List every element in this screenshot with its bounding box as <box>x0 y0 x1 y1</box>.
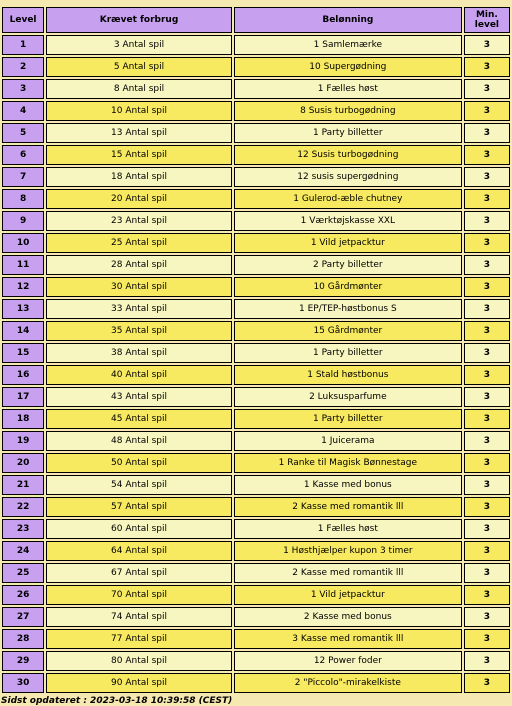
level-cell: 13 <box>2 299 44 319</box>
level-cell: 20 <box>2 453 44 473</box>
required-cell: 43 Antal spil <box>46 387 232 407</box>
required-cell: 77 Antal spil <box>46 629 232 649</box>
table-row <box>2 255 510 275</box>
header-level: Level <box>2 7 44 33</box>
reward-cell: 1 Party billetter <box>234 409 462 429</box>
level-cell: 5 <box>2 123 44 143</box>
reward-cell: 1 Ranke til Magisk Bønnestage <box>234 453 462 473</box>
table-row <box>2 563 510 583</box>
min-level-cell: 3 <box>464 651 510 671</box>
required-cell: 3 Antal spil <box>46 35 232 55</box>
required-cell: 8 Antal spil <box>46 79 232 99</box>
min-level-cell: 3 <box>464 299 510 319</box>
table-row <box>2 57 510 77</box>
reward-cell: 2 Kasse med bonus <box>234 607 462 627</box>
level-cell: 4 <box>2 101 44 121</box>
min-level-cell: 3 <box>464 453 510 473</box>
level-cell: 29 <box>2 651 44 671</box>
required-cell: 54 Antal spil <box>46 475 232 495</box>
min-level-cell: 3 <box>464 365 510 385</box>
reward-cell: 1 Juicerama <box>234 431 462 451</box>
table-row <box>2 607 510 627</box>
min-level-cell: 3 <box>464 233 510 253</box>
reward-cell: 15 Gårdmønter <box>234 321 462 341</box>
required-cell: 74 Antal spil <box>46 607 232 627</box>
table-row <box>2 673 510 693</box>
level-cell: 27 <box>2 607 44 627</box>
min-level-cell: 3 <box>464 101 510 121</box>
min-level-cell: 3 <box>464 387 510 407</box>
reward-cell: 2 "Piccolo"-mirakelkiste <box>234 673 462 693</box>
table-row <box>2 233 510 253</box>
min-level-cell: 3 <box>464 321 510 341</box>
table-row <box>2 519 510 539</box>
reward-cell: 3 Kasse med romantik lll <box>234 629 462 649</box>
reward-cell: 1 Fælles høst <box>234 519 462 539</box>
table-row <box>2 167 510 187</box>
reward-cell: 1 Fælles høst <box>234 79 462 99</box>
required-cell: 67 Antal spil <box>46 563 232 583</box>
reward-cell: 2 Luksusparfume <box>234 387 462 407</box>
required-cell: 28 Antal spil <box>46 255 232 275</box>
required-cell: 38 Antal spil <box>46 343 232 363</box>
min-level-cell: 3 <box>464 79 510 99</box>
required-cell: 90 Antal spil <box>46 673 232 693</box>
required-cell: 48 Antal spil <box>46 431 232 451</box>
required-cell: 13 Antal spil <box>46 123 232 143</box>
min-level-cell: 3 <box>464 35 510 55</box>
level-cell: 14 <box>2 321 44 341</box>
last-updated: Sidst opdateret : 2023-03-18 10:39:58 (CEST) <box>1 696 233 706</box>
level-cell: 1 <box>2 35 44 55</box>
level-cell: 23 <box>2 519 44 539</box>
min-level-cell: 3 <box>464 673 510 693</box>
min-level-cell: 3 <box>464 145 510 165</box>
level-cell: 26 <box>2 585 44 605</box>
table-row <box>2 387 510 407</box>
table-row <box>2 321 510 341</box>
required-cell: 35 Antal spil <box>46 321 232 341</box>
required-cell: 40 Antal spil <box>46 365 232 385</box>
min-level-cell: 3 <box>464 189 510 209</box>
header-required: Krævet forbrug <box>46 7 232 33</box>
level-cell: 12 <box>2 277 44 297</box>
required-cell: 60 Antal spil <box>46 519 232 539</box>
min-level-cell: 3 <box>464 211 510 231</box>
min-level-cell: 3 <box>464 563 510 583</box>
table-row <box>2 541 510 561</box>
reward-cell: 1 Samlemærke <box>234 35 462 55</box>
level-cell: 17 <box>2 387 44 407</box>
min-level-cell: 3 <box>464 497 510 517</box>
table-row <box>2 497 510 517</box>
level-cell: 6 <box>2 145 44 165</box>
table-row <box>2 629 510 649</box>
reward-cell: 2 Kasse med romantik lll <box>234 497 462 517</box>
required-cell: 64 Antal spil <box>46 541 232 561</box>
reward-cell: 12 Susis turbogødning <box>234 145 462 165</box>
table-row <box>2 453 510 473</box>
reward-cell: 8 Susis turbogødning <box>234 101 462 121</box>
reward-cell: 1 Vild jetpacktur <box>234 233 462 253</box>
reward-cell: 12 Power foder <box>234 651 462 671</box>
min-level-cell: 3 <box>464 57 510 77</box>
required-cell: 70 Antal spil <box>46 585 232 605</box>
reward-cell: 1 Stald høstbonus <box>234 365 462 385</box>
table-row <box>2 189 510 209</box>
level-cell: 16 <box>2 365 44 385</box>
table-row <box>2 409 510 429</box>
required-cell: 20 Antal spil <box>46 189 232 209</box>
table-row <box>2 101 510 121</box>
level-cell: 24 <box>2 541 44 561</box>
reward-cell: 2 Kasse med romantik lll <box>234 563 462 583</box>
required-cell: 18 Antal spil <box>46 167 232 187</box>
level-cell: 3 <box>2 79 44 99</box>
reward-cell: 1 Værktøjskasse XXL <box>234 211 462 231</box>
table-row <box>2 211 510 231</box>
min-level-cell: 3 <box>464 541 510 561</box>
level-cell: 2 <box>2 57 44 77</box>
level-cell: 19 <box>2 431 44 451</box>
required-cell: 50 Antal spil <box>46 453 232 473</box>
reward-cell: 2 Party billetter <box>234 255 462 275</box>
required-cell: 80 Antal spil <box>46 651 232 671</box>
reward-cell: 1 Gulerod-æble chutney <box>234 189 462 209</box>
reward-cell: 10 Gårdmønter <box>234 277 462 297</box>
min-level-cell: 3 <box>464 519 510 539</box>
table-row <box>2 299 510 319</box>
table-row <box>2 475 510 495</box>
reward-cell: 1 Party billetter <box>234 123 462 143</box>
rewards-table <box>0 5 512 695</box>
table-row <box>2 123 510 143</box>
min-level-cell: 3 <box>464 431 510 451</box>
level-cell: 28 <box>2 629 44 649</box>
min-level-cell: 3 <box>464 585 510 605</box>
required-cell: 15 Antal spil <box>46 145 232 165</box>
required-cell: 33 Antal spil <box>46 299 232 319</box>
required-cell: 5 Antal spil <box>46 57 232 77</box>
required-cell: 25 Antal spil <box>46 233 232 253</box>
level-cell: 21 <box>2 475 44 495</box>
table-row <box>2 145 510 165</box>
level-cell: 25 <box>2 563 44 583</box>
reward-cell: 1 Party billetter <box>234 343 462 363</box>
min-level-cell: 3 <box>464 475 510 495</box>
table-row <box>2 365 510 385</box>
table-row <box>2 651 510 671</box>
required-cell: 30 Antal spil <box>46 277 232 297</box>
table-row <box>2 277 510 297</box>
header-reward: Belønning <box>234 7 462 33</box>
min-level-cell: 3 <box>464 409 510 429</box>
level-cell: 22 <box>2 497 44 517</box>
min-level-cell: 3 <box>464 629 510 649</box>
level-cell: 10 <box>2 233 44 253</box>
level-cell: 15 <box>2 343 44 363</box>
required-cell: 45 Antal spil <box>46 409 232 429</box>
reward-cell: 12 susis supergødning <box>234 167 462 187</box>
header-row <box>2 7 510 33</box>
reward-cell: 1 Høsthjælper kupon 3 timer <box>234 541 462 561</box>
reward-cell: 1 Vild jetpacktur <box>234 585 462 605</box>
table-row <box>2 431 510 451</box>
min-level-cell: 3 <box>464 167 510 187</box>
level-cell: 11 <box>2 255 44 275</box>
min-level-cell: 3 <box>464 123 510 143</box>
required-cell: 57 Antal spil <box>46 497 232 517</box>
level-cell: 9 <box>2 211 44 231</box>
table-row <box>2 35 510 55</box>
level-cell: 8 <box>2 189 44 209</box>
reward-cell: 10 Supergødning <box>234 57 462 77</box>
required-cell: 10 Antal spil <box>46 101 232 121</box>
min-level-cell: 3 <box>464 607 510 627</box>
reward-cell: 1 EP/TEP-høstbonus S <box>234 299 462 319</box>
table-row <box>2 585 510 605</box>
table-row <box>2 343 510 363</box>
level-cell: 7 <box>2 167 44 187</box>
required-cell: 23 Antal spil <box>46 211 232 231</box>
min-level-cell: 3 <box>464 255 510 275</box>
reward-cell: 1 Kasse med bonus <box>234 475 462 495</box>
min-level-cell: 3 <box>464 277 510 297</box>
level-cell: 18 <box>2 409 44 429</box>
header-min-level: Min. level <box>464 7 510 33</box>
level-cell: 30 <box>2 673 44 693</box>
min-level-cell: 3 <box>464 343 510 363</box>
table-row <box>2 79 510 99</box>
